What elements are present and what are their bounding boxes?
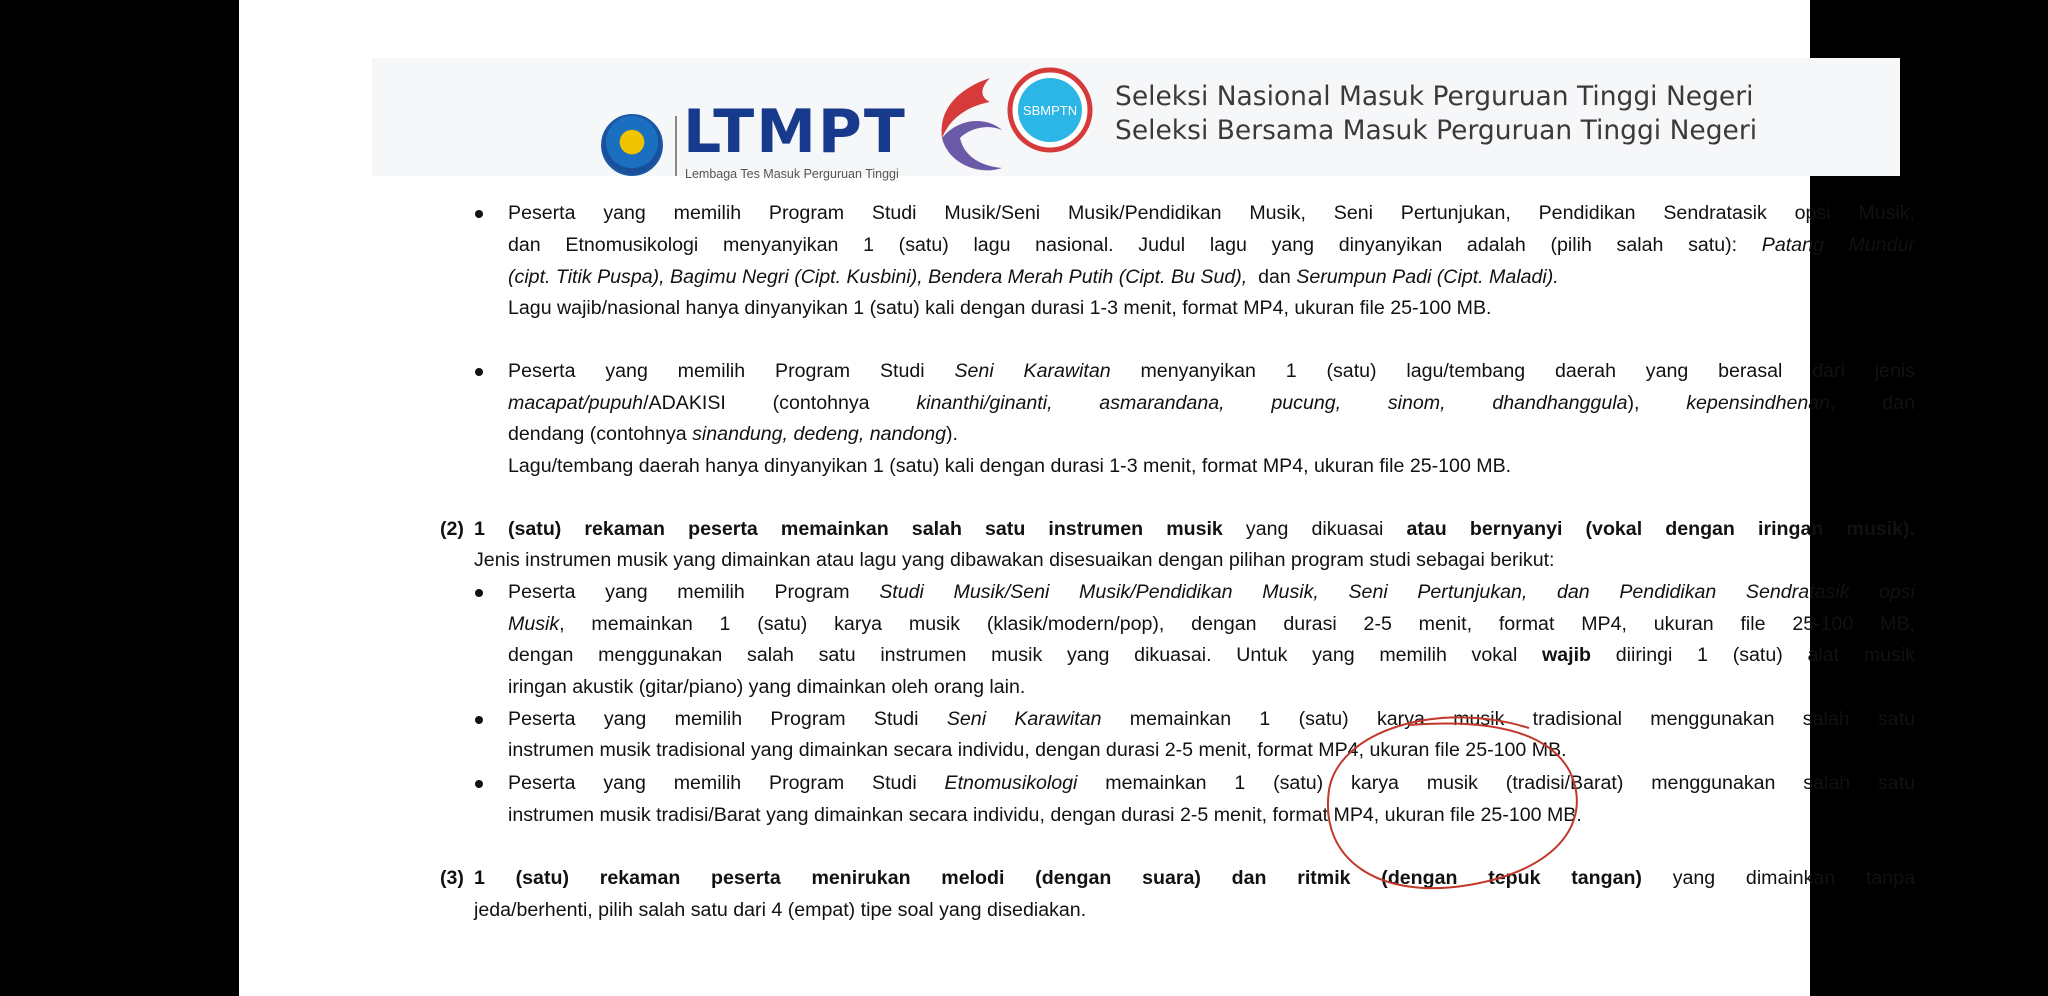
- paragraph-line: jeda/berhenti, pilih salah satu dari 4 (empat) tipe soal yang disediakan.: [474, 899, 1087, 921]
- paragraph-line: (cipt. Titik Puspa), Bagimu Negri (Cipt. Kusbini), Bendera Merah Putih (Cipt. Bu Sud), dan Serumpun Padi (Cipt. Maladi).: [508, 266, 1559, 288]
- paragraph-line: Lagu/tembang daerah hanya dinyanyikan 1 (satu) kali dengan durasi 1-3 menit, format MP4, ukuran file 25-100 MB.: [508, 455, 1512, 477]
- ltmpt-logo: [597, 84, 915, 184]
- section-number: (2): [440, 518, 464, 540]
- header-banner: [372, 58, 1900, 181]
- section-number: (3): [440, 867, 464, 889]
- paragraph-line: dengan menggunakan salah satu instrumen musik yang dikuasai. Untuk yang memilih vokal wajib diiringi 1 (satu) alat musik: [508, 644, 1916, 666]
- paragraph-line: Peserta yang memilih Program Studi Seni Karawitan menyanyikan 1 (satu) lagu/tembang daerah yang berasal dari jenis: [508, 360, 1915, 382]
- paragraph-line: iringan akustik (gitar/piano) yang dimainkan oleh orang lain.: [508, 676, 1026, 698]
- section-heading: 1 (satu) rekaman peserta memainkan salah satu instrumen musik yang dikuasai atau bernyanyi (vokal dengan iringan musik).: [474, 518, 1915, 540]
- ltmpt-title: LTMPT: [683, 97, 907, 167]
- document-page: [239, 0, 1916, 996]
- paragraph-line: dendang (contohnya sinandung, dedeng, nandong).: [508, 423, 958, 445]
- paragraph-line: Lagu wajib/nasional hanya dinyanyikan 1 (satu) kali dengan durasi 1-3 menit, format MP4, ukuran file 25-100 MB.: [508, 297, 1492, 319]
- paragraph-line: dan Etnomusikologi menyanyikan 1 (satu) lagu nasional. Judul lagu yang dinyanyikan adalah (pilih salah satu): Patang Mundur: [508, 234, 1915, 256]
- sbmptn-badge-text: SBMPTN: [1022, 103, 1078, 118]
- paragraph-line: Peserta yang memilih Program Studi Musik/Seni Musik/Pendidikan Musik, Seni Pertunjukan, Pendidikan Sendratasik opsi Musik,: [508, 202, 1915, 224]
- swoosh-purple-icon: [942, 121, 1002, 170]
- bullet-icon: [475, 368, 483, 376]
- bullet-icon: [475, 716, 483, 724]
- selection-title-line-2: Seleksi Bersama Masuk Perguruan Tinggi Negeri: [1115, 115, 1758, 146]
- bullet-icon: [475, 589, 483, 597]
- logo-divider: [675, 116, 677, 176]
- paragraph-line: instrumen musik tradisi/Barat yang dimainkan secara individu, dengan durasi 2-5 menit, format MP4, ukuran file 25-100 MB.: [508, 804, 1582, 826]
- sbmptn-logo: [930, 68, 1120, 178]
- paragraph-line: Peserta yang memilih Program Studi Seni Karawitan memainkan 1 (satu) karya musik tradisional menggunakan salah satu: [508, 708, 1915, 730]
- section-heading: 1 (satu) rekaman peserta menirukan melodi (dengan suara) dan ritmik (dengan tepuk tangan) yang dimainkan tanpa: [474, 867, 1915, 889]
- paragraph-line: Peserta yang memilih Program Studi Musik/Seni Musik/Pendidikan Musik, Seni Pertunjukan, dan Pendidikan Sendratasik opsi: [508, 581, 1915, 603]
- paragraph-line: macapat/pupuh/ADAKISI (contohnya kinanthi/ginanti, asmarandana, pucung, sinom, dhandhanggula), kepensindhenan, dan: [508, 392, 1915, 414]
- bullet-icon: [475, 780, 483, 788]
- selection-title-line-1: Seleksi Nasional Masuk Perguruan Tinggi Negeri: [1115, 81, 1754, 112]
- paragraph-line: Peserta yang memilih Program Studi Etnomusikologi memainkan 1 (satu) karya musik (tradisi/Barat) menggunakan salah satu: [508, 772, 1915, 794]
- selection-title: [1115, 80, 1757, 148]
- bullet-icon: [475, 210, 483, 218]
- paragraph-line: Musik, memainkan 1 (satu) karya musik (klasik/modern/pop), dengan durasi 2-5 menit, format MP4, ukuran file 25-100 MB,: [508, 613, 1915, 635]
- paragraph-line: instrumen musik tradisional yang dimainkan secara individu, dengan durasi 2-5 menit, format MP4, ukuran file 25-100 MB.: [508, 739, 1567, 761]
- paragraph-line: Jenis instrumen musik yang dimainkan atau lagu yang dibawakan disesuaikan dengan pilihan program studi sebagai berikut:: [474, 549, 1555, 571]
- tut-wuri-handayani-emblem-icon: [601, 114, 663, 176]
- ltmpt-subtitle: Lembaga Tes Masuk Perguruan Tinggi: [685, 167, 899, 181]
